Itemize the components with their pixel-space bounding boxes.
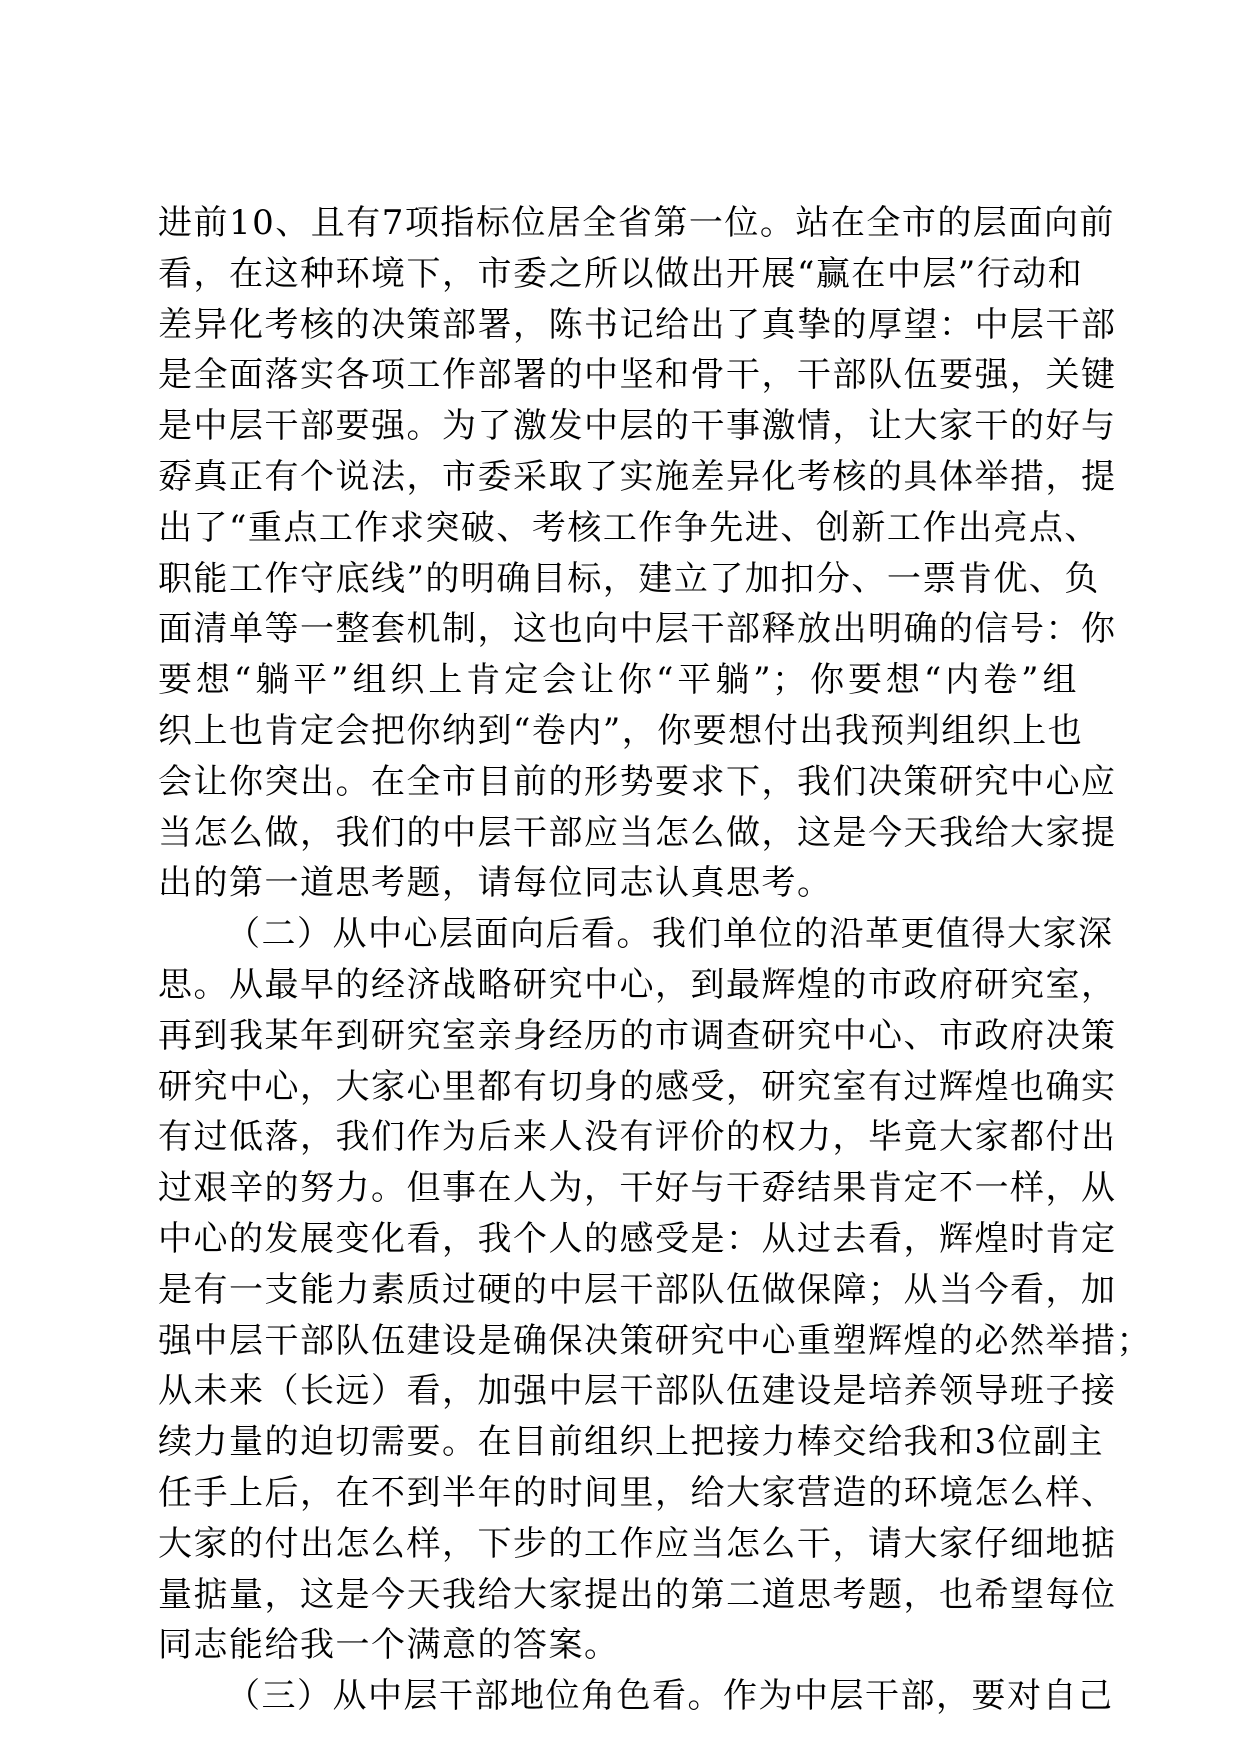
- text-line: 中心的发展变化看，我个人的感受是：从过去看，辉煌时肯定: [158, 1218, 1117, 1259]
- text-line: 出的第一道思考题，请每位同志认真思考。: [158, 863, 833, 904]
- text-line: 织上也肯定会把你纳到“卷内”，你要想付出我预判组织上也: [158, 710, 1084, 751]
- text-line: 孬真正有个说法，市委采取了实施差异化考核的具体举措，提: [158, 456, 1117, 497]
- text-line: 有过低落，我们作为后来人没有评价的权力，毕竟大家都付出: [158, 1117, 1117, 1158]
- text-line: 当怎么做，我们的中层干部应当怎么做，这是今天我给大家提: [158, 812, 1117, 853]
- text-line: 量掂量，这是今天我给大家提出的第二道思考题，也希望每位: [158, 1574, 1117, 1615]
- text-line: 是有一支能力素质过硬的中层干部队伍做保障；从当今看，加: [158, 1269, 1117, 1310]
- document-body: [158, 198, 1152, 1722]
- text-line: 再到我某年到研究室亲身经历的市调查研究中心、市政府决策: [158, 1015, 1117, 1056]
- paragraph-first-line: （二）从中心层面向后看。我们单位的沿革更值得大家深: [226, 914, 1114, 955]
- text-line: 过艰辛的努力。但事在人为，干好与干孬结果肯定不一样，从: [158, 1168, 1117, 1209]
- text-line: 大家的付出怎么样，下步的工作应当怎么干，请大家仔细地掂: [158, 1523, 1117, 1564]
- text-line: 看，在这种环境下，市委之所以做出开展“赢在中层”行动和: [158, 253, 1084, 294]
- text-line: 出了“重点工作求突破、考核工作争先进、创新工作出亮点、: [158, 507, 1100, 548]
- text-line: 进前10、且有7项指标位居全省第一位。站在全市的层面向前: [158, 203, 1115, 243]
- text-line: 任手上后，在不到半年的时间里，给大家营造的环境怎么样、: [158, 1472, 1117, 1513]
- paragraph-first-line: （三）从中层干部地位角色看。作为中层干部，要对自己: [226, 1676, 1114, 1717]
- text-line: 是全面落实各项工作部署的中坚和骨干，干部队伍要强，关键: [158, 355, 1117, 396]
- text-line: 要想“躺平”组织上肯定会让你“平躺”；你要想“内卷”组: [158, 660, 1078, 701]
- text-line: 差异化考核的决策部署，陈书记给出了真挚的厚望：中层干部: [158, 304, 1117, 345]
- text-line: 职能工作守底线”的明确目标，建立了加扣分、一票肯优、负: [158, 558, 1100, 599]
- text-line: 研究中心，大家心里都有切身的感受，研究室有过辉煌也确实: [158, 1066, 1117, 1107]
- text-line: 是中层干部要强。为了激发中层的干事激情，让大家干的好与: [158, 406, 1117, 447]
- text-line: 思。从最早的经济战略研究中心，到最辉煌的市政府研究室，: [158, 964, 1117, 1005]
- text-line: 面清单等一整套机制，这也向中层干部释放出明确的信号：你: [158, 609, 1117, 650]
- text-line: 同志能给我一个满意的答案。: [158, 1625, 620, 1666]
- text-line: 会让你突出。在全市目前的形势要求下，我们决策研究中心应: [158, 761, 1117, 802]
- text-line: 强中层干部队伍建设是确保决策研究中心重塑辉煌的必然举措；: [158, 1320, 1152, 1361]
- text-line: 从未来（长远）看，加强中层干部队伍建设是培养领导班子接: [158, 1371, 1117, 1412]
- text-line: 续力量的迫切需要。在目前组织上把接力棒交给我和3位副主: [158, 1422, 1105, 1463]
